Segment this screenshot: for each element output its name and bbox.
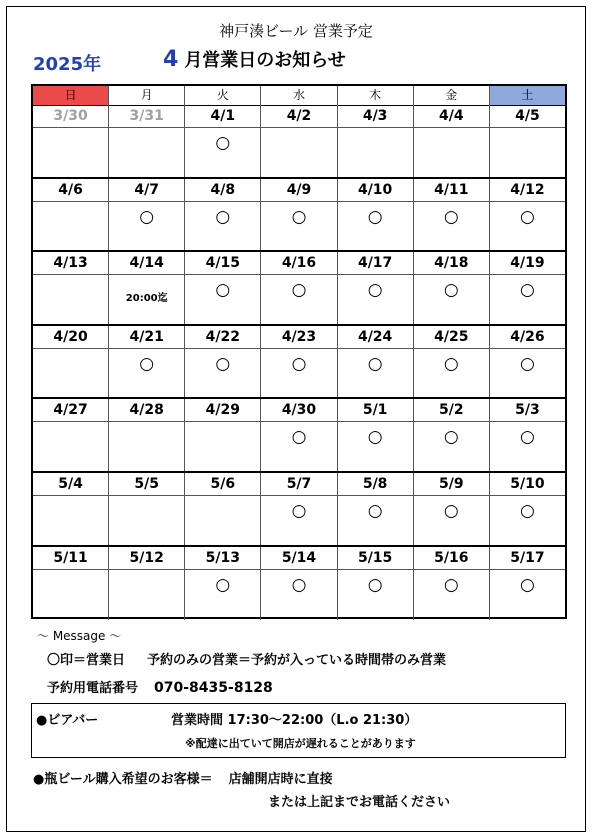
day-date: 4/7 <box>109 179 184 202</box>
open-mark: ○ <box>291 280 307 301</box>
open-mark: ○ <box>139 353 155 374</box>
day-cell <box>338 252 414 324</box>
day-cell <box>490 105 565 177</box>
open-mark: ○ <box>215 574 231 595</box>
day-cell <box>185 547 261 621</box>
day-cell <box>261 252 337 324</box>
day-cell <box>185 252 261 324</box>
day-cell <box>109 252 185 324</box>
open-mark: ○ <box>291 206 307 227</box>
day-date: 5/16 <box>414 547 489 570</box>
day-date: 4/24 <box>338 326 413 349</box>
day-note: 20:00迄 <box>125 293 168 305</box>
day-cell <box>185 399 261 471</box>
day-date: 4/6 <box>33 179 108 202</box>
day-cell <box>414 399 490 471</box>
calendar <box>31 84 567 619</box>
day-cell <box>33 473 109 545</box>
day-date: 5/13 <box>185 547 260 570</box>
page-title: 神戸湊ビール 営業予定 <box>219 22 373 40</box>
day-date: 5/3 <box>490 399 565 422</box>
day-cell <box>261 547 337 621</box>
day-cell <box>338 105 414 177</box>
weekday-thu: 木 <box>338 86 414 105</box>
day-date: 4/19 <box>490 252 565 275</box>
day-date: 5/2 <box>414 399 489 422</box>
open-mark: ○ <box>291 427 307 448</box>
day-cell <box>261 326 337 398</box>
day-date: 4/14 <box>109 252 184 275</box>
day-date: 5/9 <box>414 473 489 496</box>
open-mark: ○ <box>367 353 383 374</box>
day-date: 4/9 <box>261 179 336 202</box>
open-mark: ○ <box>215 133 231 153</box>
day-date: 4/28 <box>109 399 184 422</box>
phone-label: 予約用電話番号 <box>47 681 139 696</box>
open-mark: ○ <box>215 353 231 374</box>
day-cell <box>109 399 185 471</box>
day-cell <box>33 547 109 621</box>
day-date: 4/30 <box>261 399 336 422</box>
day-date: 4/25 <box>414 326 489 349</box>
weekday-fri: 金 <box>414 86 490 105</box>
phone-line <box>47 677 273 696</box>
day-date: 3/31 <box>109 105 184 128</box>
day-date: 4/3 <box>338 105 413 128</box>
beer-bar-label: ●ビアバー <box>36 713 99 728</box>
day-date: 4/5 <box>490 105 565 128</box>
day-date: 5/14 <box>261 547 336 570</box>
day-date: 4/23 <box>261 326 336 349</box>
month-number: 4 <box>163 47 179 72</box>
day-date: 5/1 <box>338 399 413 422</box>
day-cell <box>338 473 414 545</box>
day-cell <box>185 326 261 398</box>
day-cell <box>338 547 414 621</box>
day-date: 4/17 <box>338 252 413 275</box>
day-cell <box>185 105 261 177</box>
day-date: 4/18 <box>414 252 489 275</box>
open-mark: ○ <box>291 501 307 521</box>
legend-line <box>47 649 446 668</box>
day-cell <box>185 473 261 545</box>
bottle-text-2: または上記までお電話ください <box>268 795 451 810</box>
day-cell <box>109 326 185 398</box>
day-cell <box>109 547 185 621</box>
day-cell <box>33 326 109 398</box>
open-mark: ○ <box>519 206 535 227</box>
message-heading: ～ Message ～ <box>37 629 122 643</box>
day-date: 4/20 <box>33 326 108 349</box>
day-cell <box>338 399 414 471</box>
day-cell <box>414 473 490 545</box>
beer-bar-note: ※配達に出ていて開店が遅れることがあります <box>185 737 416 750</box>
week-row <box>33 473 565 547</box>
phone-number: 070-8435-8128 <box>154 680 273 696</box>
open-mark: ○ <box>215 206 231 227</box>
beer-bar-box <box>31 703 566 758</box>
day-cell <box>338 179 414 251</box>
bottle-label: ●瓶ビール購入希望のお客様＝ <box>33 772 213 787</box>
open-mark: ○ <box>367 501 383 521</box>
weekday-mon: 月 <box>109 86 185 105</box>
day-date: 5/4 <box>33 473 108 496</box>
day-date: 4/21 <box>109 326 184 349</box>
open-mark: ○ <box>519 574 535 595</box>
month-heading <box>163 46 346 72</box>
open-mark: ○ <box>443 206 459 227</box>
day-date: 4/1 <box>185 105 260 128</box>
day-cell <box>414 179 490 251</box>
legend-mark: 〇印＝営業日 <box>47 653 126 668</box>
day-date: 5/5 <box>109 473 184 496</box>
month-heading-text: 月営業日のお知らせ <box>184 50 346 71</box>
day-cell <box>109 105 185 177</box>
open-mark: ○ <box>443 353 459 374</box>
open-mark: ○ <box>367 574 383 595</box>
weekday-sat: 土 <box>490 86 565 105</box>
day-date: 5/15 <box>338 547 413 570</box>
day-cell <box>490 473 565 545</box>
day-cell <box>490 547 565 621</box>
day-cell <box>490 326 565 398</box>
open-mark: ○ <box>443 280 459 301</box>
day-date: 5/6 <box>185 473 260 496</box>
day-cell <box>261 399 337 471</box>
day-date: 4/27 <box>33 399 108 422</box>
day-date: 5/10 <box>490 473 565 496</box>
day-date: 4/13 <box>33 252 108 275</box>
day-cell <box>414 547 490 621</box>
day-date: 4/10 <box>338 179 413 202</box>
beer-bar-hours: 営業時間 17:30～22:00（L.o 21:30） <box>171 713 418 728</box>
day-date: 5/7 <box>261 473 336 496</box>
day-cell <box>261 105 337 177</box>
day-date: 4/4 <box>414 105 489 128</box>
open-mark: ○ <box>291 574 307 595</box>
open-mark: ○ <box>443 501 459 521</box>
open-mark: ○ <box>139 206 155 227</box>
bottle-line <box>33 768 333 787</box>
weekday-header <box>33 86 565 106</box>
weekday-wed: 水 <box>261 86 337 105</box>
open-mark: ○ <box>367 427 383 448</box>
week-row <box>33 326 565 400</box>
open-mark: ○ <box>215 280 231 301</box>
open-mark: ○ <box>519 501 535 521</box>
open-mark: ○ <box>367 206 383 227</box>
open-mark: ○ <box>519 280 535 301</box>
day-date: 4/2 <box>261 105 336 128</box>
weekday-tue: 火 <box>185 86 261 105</box>
day-cell <box>33 179 109 251</box>
open-mark: ○ <box>367 280 383 301</box>
week-row <box>33 179 565 253</box>
week-row <box>33 252 565 326</box>
day-cell <box>33 252 109 324</box>
day-cell <box>414 326 490 398</box>
week-row <box>33 105 565 179</box>
day-date: 4/29 <box>185 399 260 422</box>
day-date: 3/30 <box>33 105 108 128</box>
day-cell <box>33 399 109 471</box>
day-cell <box>338 326 414 398</box>
day-date: 5/17 <box>490 547 565 570</box>
day-cell <box>109 179 185 251</box>
open-mark: ○ <box>443 574 459 595</box>
day-cell <box>261 179 337 251</box>
open-mark: ○ <box>519 353 535 374</box>
day-date: 4/16 <box>261 252 336 275</box>
year-label: 2025年 <box>33 54 102 75</box>
day-cell <box>109 473 185 545</box>
day-cell <box>261 473 337 545</box>
day-cell <box>414 252 490 324</box>
bottle-text-1: 店舗開店時に直接 <box>228 772 333 787</box>
day-cell <box>490 252 565 324</box>
day-date: 4/26 <box>490 326 565 349</box>
day-cell <box>33 105 109 177</box>
day-date: 5/11 <box>33 547 108 570</box>
legend-reservation: 予約のみの営業＝予約が入っている時間帯のみ営業 <box>147 653 447 668</box>
weekday-sun: 日 <box>33 86 109 105</box>
day-cell <box>185 179 261 251</box>
open-mark: ○ <box>291 353 307 374</box>
day-cell <box>490 179 565 251</box>
day-date: 4/22 <box>185 326 260 349</box>
week-row <box>33 547 565 621</box>
open-mark: ○ <box>443 427 459 448</box>
day-cell <box>414 105 490 177</box>
day-date: 4/11 <box>414 179 489 202</box>
week-row <box>33 399 565 473</box>
day-cell <box>490 399 565 471</box>
open-mark: ○ <box>519 427 535 448</box>
day-date: 4/15 <box>185 252 260 275</box>
day-date: 4/12 <box>490 179 565 202</box>
day-date: 4/8 <box>185 179 260 202</box>
day-date: 5/12 <box>109 547 184 570</box>
day-date: 5/8 <box>338 473 413 496</box>
